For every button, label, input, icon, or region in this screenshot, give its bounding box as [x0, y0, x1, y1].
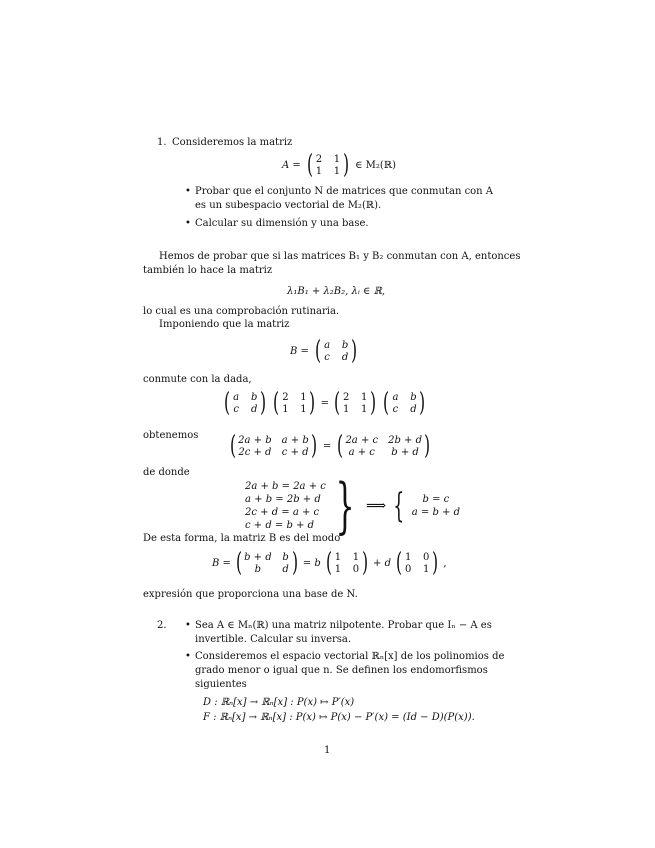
p2-bullet-2: • Consideremos el espacio vectorial ℝₙ[x] de los polinomios de	[195, 651, 504, 662]
matrix-cell: 1	[334, 563, 342, 575]
matrix-cell: 2c + d	[238, 446, 272, 458]
left-brace: {	[393, 486, 405, 526]
system-result	[412, 493, 460, 519]
matrix-b: ( a b c d )	[314, 336, 358, 366]
sol-p3: Imponiendo que la matriz	[159, 319, 290, 330]
matrix-cell: 1	[404, 551, 412, 563]
matrix-b-lhs: B =	[290, 345, 309, 357]
matrix-cell: a	[233, 391, 240, 403]
bullet-2: • Calcular su dimensión y una base.	[195, 218, 369, 229]
system-line: b = c	[422, 494, 450, 505]
matrix-cell: a + b	[281, 434, 309, 446]
plus-d: + d	[373, 557, 392, 569]
matrix-cell: b + d	[244, 551, 272, 563]
def-d: D : ℝₙ[x] → ℝₙ[x] : P(x) ↦ P′(x)	[203, 697, 355, 708]
matrix-cell: 0	[404, 563, 412, 575]
matrix-cell: 2a + b	[238, 434, 272, 446]
matrix-m4: ( a b c d )	[383, 388, 426, 418]
basis-matrix-2: ( 1 0 0 1 )	[396, 548, 439, 578]
sol-p2: lo cual es una comprobación rutinaria.	[143, 306, 340, 317]
commutation-equation	[222, 390, 428, 416]
matrix-cell: b	[410, 391, 417, 403]
sol-p5: obtenemos	[143, 430, 199, 441]
problem-1-number: 1.	[157, 137, 167, 148]
sol-p4: conmute con la dada,	[143, 374, 252, 385]
matrix-cell: b	[250, 391, 258, 403]
matrix-cell: 1	[300, 403, 307, 415]
matrix-left: ( 2a + b a + b 2c + d c + d )	[230, 431, 317, 461]
matrix-a-rhs: ∈ M₂(ℝ)	[355, 159, 397, 171]
system-left	[245, 480, 326, 532]
matrix-cell: 2	[282, 391, 289, 403]
matrix-cell: b	[341, 339, 349, 351]
matrix-cell: b + d	[391, 446, 419, 458]
matrix-cell: b	[282, 551, 289, 563]
p2-bullet-2-cont2: siguientes	[195, 679, 247, 690]
matrix-b-equation	[290, 338, 359, 364]
matrix-cell: 1	[300, 391, 307, 403]
p2-bullet-2-cont: grado menor o igual que n. Se definen los endomorfismos	[195, 665, 488, 676]
matrix-cell: 2	[315, 153, 323, 165]
matrix-cell: a	[324, 339, 331, 351]
matrix-cell: 1	[315, 165, 323, 177]
matrix-cell: b	[254, 563, 262, 575]
p2-bullet-1: • Sea A ∈ Mₙ(ℝ) una matriz nilpotente. Probar que Iₙ − A es	[195, 620, 492, 631]
matrix-cell: 1	[360, 403, 368, 415]
product-equation	[228, 433, 432, 459]
system-line: a = b + d	[411, 507, 461, 518]
problem-2-number: 2.	[157, 620, 167, 631]
matrix-cell: 1	[333, 165, 341, 177]
problem-1-intro: Consideremos la matriz	[172, 137, 293, 148]
matrix-cell: 1	[333, 153, 341, 165]
matrix-cell: a	[392, 391, 399, 403]
matrix-cell: 1	[360, 391, 368, 403]
sol-p1-line2: también lo hace la matriz	[143, 265, 273, 276]
equals-sign: =	[320, 397, 330, 409]
matrix-b-form: ( b + d b b d )	[235, 548, 298, 578]
matrix-cell: d	[282, 563, 289, 575]
matrix-cell: 0	[422, 551, 430, 563]
matrix-cell: 2	[342, 391, 350, 403]
system-line: 2c + d = a + c	[245, 507, 320, 518]
matrix-cell: 2b + d	[388, 434, 423, 446]
matrix-cell: c + d	[281, 446, 309, 458]
matrix-cell: 1	[334, 551, 342, 563]
sol-p8: expresión que proporciona una base de N.	[143, 589, 358, 600]
matrix-m3: ( 2 1 1 1 )	[334, 388, 377, 418]
matrix-a: ( 2 1 1 1 )	[306, 150, 350, 180]
bullet-1: • Probar que el conjunto N de matrices que conmutan con A	[195, 186, 493, 197]
matrix-a-equation	[282, 152, 396, 178]
implies-arrow: ⟹	[366, 498, 387, 514]
matrix-right: ( 2a + c 2b + d a + c b + d )	[337, 431, 431, 461]
matrix-cell: d	[250, 403, 258, 415]
def-f: F : ℝₙ[x] → ℝₙ[x] : P(x) ↦ P(x) − P′(x) = (Id − D)(P(x)).	[203, 712, 475, 723]
sol-p1-line1: Hemos de probar que si las matrices B₁ y B₂ conmutan con A, entonces	[159, 251, 521, 262]
equals-sign: =	[322, 440, 332, 452]
bullet-1-cont: es un subespacio vectorial de M₂(ℝ).	[195, 200, 382, 211]
sol-combo: λ₁B₁ + λ₂B₂, λᵢ ∈ ℝ,	[287, 286, 386, 297]
matrix-m2: ( 2 1 1 1 )	[273, 388, 316, 418]
matrix-cell: a + c	[348, 446, 375, 458]
matrix-cell: 2a + c	[345, 434, 379, 446]
system-line: 2a + b = 2a + c	[245, 481, 326, 492]
matrix-cell: 1	[422, 563, 430, 575]
sol-p6: de donde	[143, 467, 190, 478]
matrix-cell: c	[233, 403, 239, 415]
equals-b: = b	[302, 557, 321, 569]
matrix-cell: 1	[352, 551, 360, 563]
matrix-a-lhs: A =	[282, 159, 301, 171]
matrix-b-lhs: B =	[212, 557, 231, 569]
matrix-cell: d	[410, 403, 417, 415]
basis-equation	[212, 550, 447, 576]
matrix-cell: 0	[352, 563, 360, 575]
basis-matrix-1: ( 1 1 1 0 )	[325, 548, 369, 578]
sol-p7: De esta forma, la matriz B es del modo	[143, 533, 341, 544]
matrix-cell: 1	[342, 403, 350, 415]
right-brace: }	[335, 471, 355, 541]
matrix-cell: c	[324, 351, 330, 363]
matrix-cell: c	[392, 403, 399, 415]
system-line: c + d = b + d	[245, 520, 315, 531]
matrix-cell: d	[341, 351, 349, 363]
matrix-cell: 1	[282, 403, 289, 415]
page-number: 1	[324, 745, 331, 756]
p2-bullet-1-cont: invertible. Calcular su inversa.	[195, 634, 352, 645]
system-line: a + b = 2b + d	[245, 494, 321, 505]
comma: ,	[443, 557, 447, 569]
matrix-m1: ( a b c d )	[224, 388, 267, 418]
equation-system	[245, 471, 461, 541]
